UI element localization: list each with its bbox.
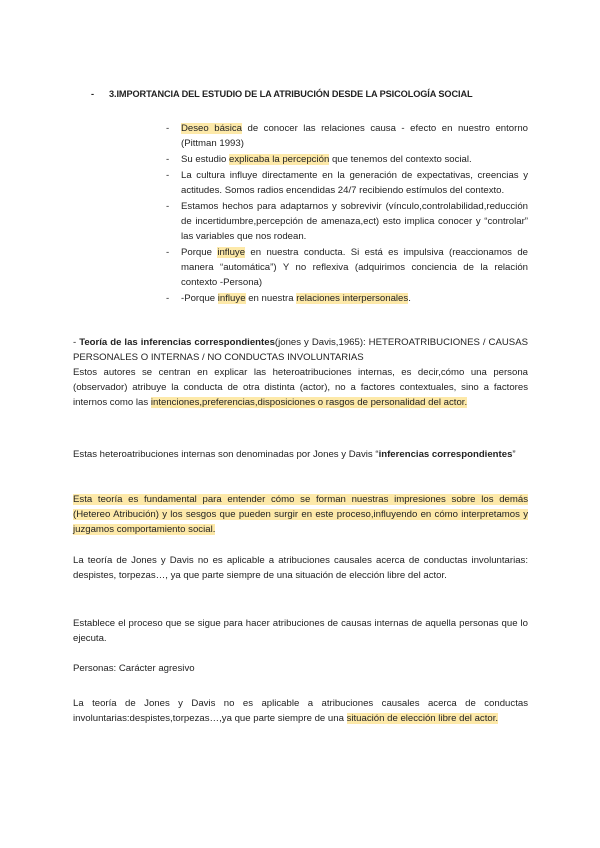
highlight: Deseo básica: [181, 123, 242, 134]
list-item: - Deseo básica de conocer las relaciones causa - efecto en nuestro entorno (Pittman 1993): [166, 123, 528, 149]
heading-dash: -: [91, 89, 94, 99]
paragraph: Establece el proceso que se sigue para hacer atribuciones de causas internas de aquella personas que lo ejecuta.: [73, 618, 528, 644]
paragraph: Personas: Carácter agresivo: [73, 663, 195, 674]
paragraph: [73, 492, 528, 537]
highlight: Esta teoría es fundamental para entender cómo se forman nuestras impresiones sobre los demás (Hetereo Atribución) y los sesgos que pueden surgir en este proceso,influyendo en cómo interpretamos y juzgamos comportamiento social.: [73, 494, 528, 535]
section-body: Estos autores se centran en explicar las heteroatribuciones internas, es decir,cómo una persona (observador) atribuye la conducta de otra distinta (actor), no a factores contextuales, sino a factores internos como las: [73, 367, 528, 408]
list-item: - Porque influye en nuestra conducta. Si está es impulsiva (reaccionamos de manera “automática”) Y no reflexiva (adquirimos conciencia de la relación contexto -Persona): [166, 247, 528, 288]
highlight: influye: [217, 293, 246, 304]
highlight: explicaba la percepción: [229, 154, 330, 165]
list-item: - Estamos hechos para adaptarnos y sobrevivir (vínculo,controlabilidad,reducción de incertidumbre,percepción de amenaza,ect) esto implica conocer y “controlar” las variables que nos rodean.: [166, 201, 528, 242]
list-item: - -Porque influye en nuestra relaciones interpersonales.: [166, 293, 411, 304]
section-heading: [91, 87, 473, 102]
list-item: - La cultura influye directamente en la generación de expectativas, creencias y actitudes. Somos radios encendidas 24/7 recibiendo estímulos del contexto.: [166, 170, 528, 196]
highlight: influye: [217, 247, 246, 258]
bullet-marker: -: [166, 247, 170, 258]
heading-title: 3.IMPORTANCIA DEL ESTUDIO DE LA ATRIBUCIÓN DESDE LA PSICOLOGÍA SOCIAL: [109, 89, 473, 99]
paragraph: La teoría de Jones y Davis no es aplicable a atribuciones causales acerca de conductas involuntarias: despistes, torpezas…, ya que parte siempre de una situación de elección libre del actor.: [73, 555, 528, 581]
section-subtitle: Teoría de las inferencias correspondientes: [79, 337, 275, 348]
theory-section: - Teoría de las inferencias correspondientes(jones y Davis,1965): HETEROATRIBUCIONES / CAUSAS PERSONALES O INTERNAS / NO CONDUCTAS INVOLUNTARIAS Estos autores se centran en explicar las heteroatribuciones internas, es decir,cómo una persona (observador) atribuye la conducta de otra distinta (actor), no a factores contextuales, sino a factores internos como las intenciones,preferencias,disposiciones o rasgos de personalidad del actor.: [73, 337, 528, 408]
highlight: situación de elección libre del actor.: [346, 713, 499, 724]
bullet-marker: -: [166, 201, 170, 212]
bullet-marker: -: [166, 123, 170, 134]
bullet-marker: -: [166, 293, 170, 304]
bullet-list: [166, 121, 528, 307]
highlight: intenciones,preferencias,disposiciones o rasgos de personalidad del actor.: [150, 397, 468, 408]
paragraph: La teoría de Jones y Davis no es aplicable a atribuciones causales acerca de conductas involuntarias:despistes,torpezas…,ya que parte siempre de una situación de elección libre del actor.: [73, 698, 528, 724]
bullet-marker: -: [166, 154, 170, 165]
bullet-marker: -: [166, 170, 170, 181]
list-item: - Su estudio explicaba la percepción que tenemos del contexto social.: [166, 154, 472, 165]
highlight: relaciones interpersonales: [296, 293, 409, 304]
paragraph: Estas heteroatribuciones internas son denominadas por Jones y Davis “inferencias correspondientes”: [73, 449, 516, 460]
